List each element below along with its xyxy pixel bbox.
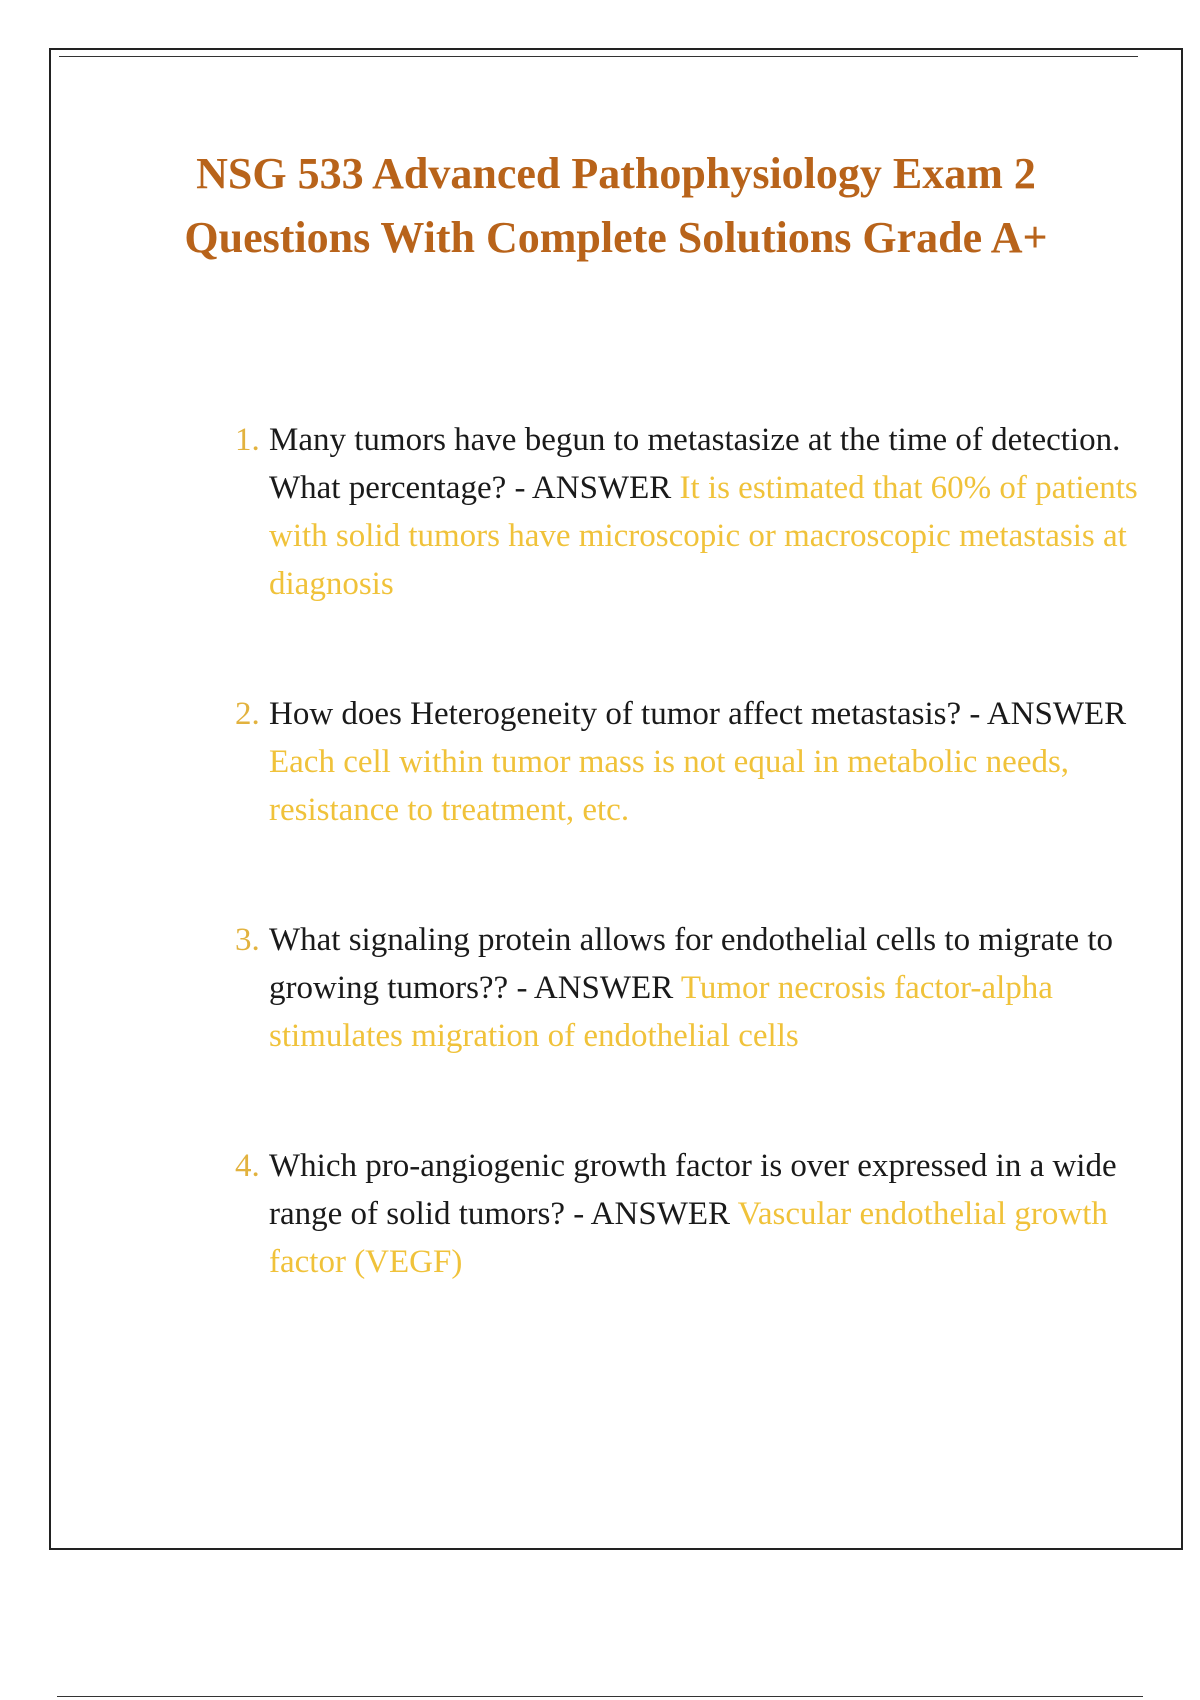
question-list <box>181 416 1141 1286</box>
question-text: Many tumors have begun to metastasize at the time of detection. What percentage? - ANSWER <box>269 422 1121 506</box>
answer-text: Each cell within tumor mass is not equal in metabolic needs, resistance to treatment, etc. <box>269 744 1070 828</box>
question-item-4 <box>181 1142 1141 1286</box>
question-number: 3. <box>235 922 260 958</box>
question-number: 4. <box>235 1148 260 1184</box>
document-title: NSG 533 Advanced Pathophysiology Exam 2 Questions With Complete Solutions Grade A+ <box>184 149 1048 262</box>
question-number: 2. <box>235 696 260 732</box>
question-item-1 <box>181 416 1141 608</box>
answer-text: It is estimated that 60% of patients with solid tumors have microscopic or macroscopic metastasis at diagnosis <box>269 470 1138 602</box>
question-number: 1. <box>235 422 260 458</box>
bottom-rule <box>57 1696 1143 1697</box>
question-text: How does Heterogeneity of tumor affect metastasis? - ANSWER <box>269 696 1127 732</box>
top-rule <box>59 56 1138 57</box>
answer-text: Vascular endothelial growth factor (VEGF) <box>269 1196 1108 1280</box>
question-item-3 <box>181 916 1141 1060</box>
question-item-2 <box>181 690 1141 834</box>
question-text: What signaling protein allows for endothelial cells to migrate to growing tumors?? - ANSWER <box>269 922 1114 1006</box>
page-frame <box>49 48 1183 1550</box>
question-text: Which pro-angiogenic growth factor is over expressed in a wide range of solid tumors? - ANSWER <box>269 1148 1117 1232</box>
answer-text: Tumor necrosis factor-alpha stimulates migration of endothelial cells <box>269 970 1053 1054</box>
